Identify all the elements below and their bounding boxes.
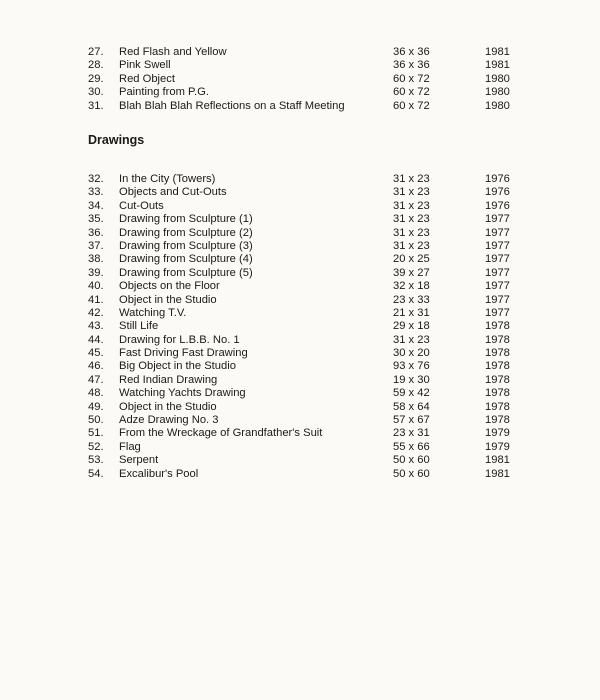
catalogue-entry	[88, 401, 528, 414]
catalogue-entry	[88, 374, 528, 387]
entry-year: 1981	[485, 454, 510, 467]
entry-title: Drawing for L.B.B. No. 1	[119, 333, 240, 346]
entry-year: 1977	[485, 226, 510, 239]
catalogue-entry	[88, 173, 528, 186]
entry-number: 45.	[88, 347, 104, 360]
catalogue-entry	[88, 307, 528, 320]
entry-number: 52.	[88, 440, 104, 453]
entry-year: 1978	[485, 373, 510, 386]
entry-dimensions: 31 x 23	[393, 333, 430, 346]
catalogue-entry	[88, 320, 528, 333]
entry-title: Pink Swell	[119, 59, 171, 72]
catalogue-entry	[88, 200, 528, 213]
entry-dimensions: 39 x 27	[393, 266, 430, 279]
entry-title: Drawing from Sculpture (4)	[119, 253, 253, 266]
entry-number: 32.	[88, 173, 104, 185]
drawings-heading: Drawings	[88, 133, 145, 147]
catalogue-entry	[88, 227, 528, 240]
entry-dimensions: 60 x 72	[393, 86, 430, 99]
paintings-list	[88, 46, 528, 113]
catalogue-entry	[88, 253, 528, 266]
entry-number: 30.	[88, 86, 104, 99]
entry-year: 1976	[485, 186, 510, 199]
entry-year: 1980	[485, 72, 510, 85]
entry-title: Red Flash and Yellow	[119, 46, 227, 58]
entry-dimensions: 23 x 33	[393, 293, 430, 306]
entry-dimensions: 36 x 36	[393, 59, 430, 72]
entry-year: 1977	[485, 239, 510, 252]
entry-year: 1977	[485, 280, 510, 293]
entry-year: 1979	[485, 440, 510, 453]
entry-dimensions: 59 x 42	[393, 387, 430, 400]
entry-title: Serpent	[119, 454, 159, 467]
catalogue-entry	[88, 334, 528, 347]
entry-year: 1978	[485, 360, 510, 373]
entry-year: 1978	[485, 333, 510, 346]
entry-number: 31.	[88, 99, 104, 112]
entry-year: 1977	[485, 266, 510, 279]
entry-year: 1981	[485, 46, 510, 58]
entry-dimensions: 31 x 23	[393, 239, 430, 252]
entry-dimensions: 58 x 64	[393, 400, 430, 413]
entry-title: Still Life	[119, 320, 159, 333]
catalogue-entry	[88, 454, 528, 467]
entry-title: Painting from P.G.	[119, 86, 209, 99]
entry-title: Drawing from Sculpture (5)	[119, 266, 253, 279]
entry-dimensions: 93 x 76	[393, 360, 430, 373]
catalogue-entry	[88, 468, 528, 481]
entry-dimensions: 32 x 18	[393, 280, 430, 293]
catalogue-entry	[88, 73, 528, 86]
entry-number: 35.	[88, 213, 104, 226]
entry-title: Drawing from Sculpture (1)	[119, 213, 253, 226]
entry-dimensions: 60 x 72	[393, 72, 430, 85]
entry-number: 42.	[88, 306, 104, 319]
entry-number: 38.	[88, 253, 104, 266]
entry-year: 1978	[485, 414, 510, 427]
entry-year: 1980	[485, 99, 510, 112]
catalogue-entry	[88, 240, 528, 253]
entry-year: 1976	[485, 199, 510, 212]
entry-number: 43.	[88, 320, 104, 333]
entry-year: 1981	[485, 467, 510, 480]
entry-year: 1980	[485, 86, 510, 99]
catalogue-entry	[88, 59, 528, 72]
entry-number: 50.	[88, 414, 104, 427]
entry-title: Object in the Studio	[119, 400, 217, 413]
entry-title: Fast Driving Fast Drawing	[119, 347, 248, 360]
entry-number: 28.	[88, 59, 104, 72]
catalogue-entry	[88, 280, 528, 293]
entry-number: 37.	[88, 239, 104, 252]
catalogue-entry	[88, 100, 528, 113]
entry-dimensions: 31 x 23	[393, 173, 430, 185]
entry-dimensions: 60 x 72	[393, 99, 430, 112]
entry-year: 1977	[485, 213, 510, 226]
entry-title: From the Wreckage of Grandfather's Suit	[119, 427, 323, 440]
entry-year: 1978	[485, 320, 510, 333]
drawings-list	[88, 173, 528, 481]
entry-year: 1979	[485, 427, 510, 440]
catalogue-entry	[88, 414, 528, 427]
catalogue-entry	[88, 347, 528, 360]
entry-dimensions: 50 x 60	[393, 467, 430, 480]
entry-year: 1977	[485, 293, 510, 306]
entry-year: 1976	[485, 173, 510, 185]
entry-dimensions: 55 x 66	[393, 440, 430, 453]
catalogue-entry	[88, 441, 528, 454]
entry-title: Excalibur's Pool	[119, 467, 199, 480]
entry-dimensions: 21 x 31	[393, 306, 430, 319]
entry-year: 1978	[485, 400, 510, 413]
entry-title: Drawing from Sculpture (3)	[119, 239, 253, 252]
catalogue-entry	[88, 86, 528, 99]
entry-dimensions: 31 x 23	[393, 186, 430, 199]
entry-number: 53.	[88, 454, 104, 467]
entry-dimensions: 30 x 20	[393, 347, 430, 360]
catalogue-entry	[88, 213, 528, 226]
entry-title: Objects and Cut-Outs	[119, 186, 227, 199]
entry-title: Cut-Outs	[119, 199, 164, 212]
entry-dimensions: 19 x 30	[393, 373, 430, 386]
entry-year: 1978	[485, 347, 510, 360]
catalogue-entry	[88, 294, 528, 307]
entry-number: 49.	[88, 400, 104, 413]
catalogue-entry	[88, 427, 528, 440]
entry-dimensions: 31 x 23	[393, 199, 430, 212]
catalogue-entry	[88, 186, 528, 199]
entry-number: 44.	[88, 333, 104, 346]
entry-year: 1978	[485, 387, 510, 400]
entry-number: 34.	[88, 199, 104, 212]
entry-title: Flag	[119, 440, 141, 453]
entry-number: 47.	[88, 373, 104, 386]
entry-dimensions: 29 x 18	[393, 320, 430, 333]
entry-number: 48.	[88, 387, 104, 400]
catalogue-entry	[88, 360, 528, 373]
entry-dimensions: 31 x 23	[393, 213, 430, 226]
catalogue-entry	[88, 267, 528, 280]
catalogue-entry	[88, 46, 528, 59]
entry-title: Red Object	[119, 72, 175, 85]
entry-title: Objects on the Floor	[119, 280, 220, 293]
entry-title: Watching Yachts Drawing	[119, 387, 246, 400]
entry-year: 1977	[485, 253, 510, 266]
entry-number: 46.	[88, 360, 104, 373]
entry-number: 54.	[88, 467, 104, 480]
entry-title: Adze Drawing No. 3	[119, 414, 219, 427]
entry-dimensions: 20 x 25	[393, 253, 430, 266]
entry-title: Red Indian Drawing	[119, 373, 218, 386]
entry-year: 1981	[485, 59, 510, 72]
entry-dimensions: 50 x 60	[393, 454, 430, 467]
entry-dimensions: 36 x 36	[393, 46, 430, 58]
entry-number: 27.	[88, 46, 104, 58]
entry-title: Blah Blah Blah Reflections on a Staff Meeting	[119, 99, 345, 112]
entry-title: Watching T.V.	[119, 306, 187, 319]
entry-year: 1977	[485, 306, 510, 319]
entry-number: 40.	[88, 280, 104, 293]
entry-dimensions: 23 x 31	[393, 427, 430, 440]
entry-title: In the City (Towers)	[119, 173, 216, 185]
entry-title: Big Object in the Studio	[119, 360, 236, 373]
entry-number: 36.	[88, 226, 104, 239]
entry-number: 39.	[88, 266, 104, 279]
entry-number: 29.	[88, 72, 104, 85]
entry-dimensions: 57 x 67	[393, 414, 430, 427]
entry-number: 51.	[88, 427, 104, 440]
entry-dimensions: 31 x 23	[393, 226, 430, 239]
entry-number: 33.	[88, 186, 104, 199]
entry-number: 41.	[88, 293, 104, 306]
entry-title: Drawing from Sculpture (2)	[119, 226, 253, 239]
entry-title: Object in the Studio	[119, 293, 217, 306]
catalogue-entry	[88, 387, 528, 400]
